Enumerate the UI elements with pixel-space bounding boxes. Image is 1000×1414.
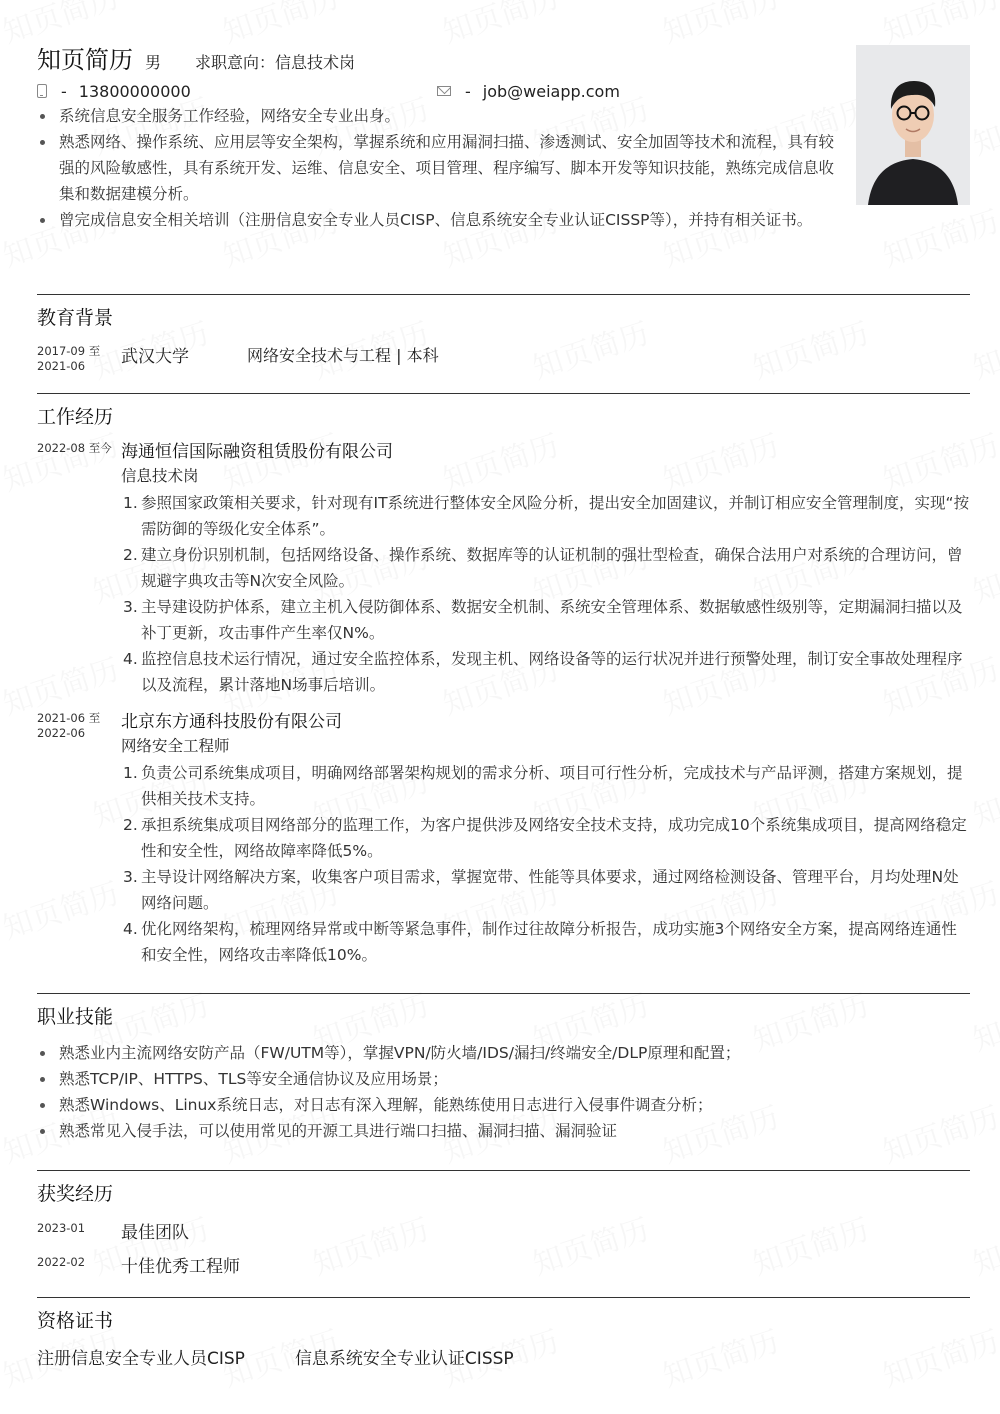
award-date: 2023-01 (37, 1221, 86, 1235)
job-body (121, 440, 970, 698)
section-divider (37, 1297, 970, 1298)
portrait-image (856, 45, 970, 205)
job-body (121, 710, 970, 968)
duty-item: 1. 负责公司系统集成项目，明确网络部署架构规划的需求分析、项目可行性分析，完成技术与产品评测，搭建方案规划，提供相关技术支持。 (123, 764, 963, 808)
section-title-awards: 获奖经历 (37, 1183, 114, 1205)
candidate-gender: 男 (145, 53, 162, 72)
job-intent: 求职意向：信息技术岗 (195, 53, 356, 72)
email-address: job@weiapp.com (482, 81, 620, 101)
education-date (37, 344, 107, 374)
company-name: 北京东方通科技股份有限公司 (121, 712, 342, 732)
major-degree: 网络安全技术与工程 | 本科 (247, 346, 439, 365)
duty-item: 3. 主导设计网络解决方案，收集客户项目需求，掌握宽带、性能等具体要求，通过网络检测设备、管理平台，月均处理N处网络问题。 (123, 868, 959, 912)
certificate-list (37, 1344, 514, 1369)
duty-list (121, 760, 970, 968)
certificate-item: 信息系统安全专业认证CISSP (294, 1349, 514, 1369)
job-date (37, 711, 117, 741)
school-name: 武汉大学 (121, 347, 189, 367)
award-name: 十佳优秀工程师 (121, 1257, 240, 1277)
section-title-skills: 职业技能 (37, 1006, 114, 1028)
phone-contact (37, 82, 191, 101)
watermark-text (966, 85, 1000, 164)
job-date (37, 441, 117, 456)
duty-item: 1. 参照国家政策相关要求，针对现有IT系统进行整体安全风险分析，提出安全加固建议，并制订相应安全管理制度，实现“按需防御的等级化安全体系”。 (123, 494, 970, 538)
watermark-text (966, 533, 1000, 612)
duty-list (121, 490, 970, 698)
company-name: 海通恒信国际融资租赁股份有限公司 (121, 442, 393, 462)
duty-item: 4. 优化网络架构，梳理网络异常或中断等紧急事件，制作过往故障分析报告，成功实施3个网络安全方案，提高网络连通性和安全性，网络攻击率降低10%。 (123, 920, 957, 964)
watermark-text (966, 757, 1000, 836)
skills-list (37, 1040, 970, 1144)
award-name: 最佳团队 (121, 1223, 189, 1243)
section-title-work: 工作经历 (37, 406, 114, 428)
duty-item: 2. 建立身份识别机制，包括网络设备、操作系统、数据库等的认证机制的强壮型检查，确保合法用户对系统的合理访问，曾规避字典攻击等N次安全风险。 (123, 546, 963, 590)
date-start: 2021-06 至 (37, 711, 101, 725)
phone-icon (37, 84, 47, 98)
contact-separator: - (465, 81, 471, 101)
name-line (37, 40, 837, 80)
section-title-certs: 资格证书 (37, 1310, 114, 1332)
date-end: 2022-06 (37, 726, 86, 740)
section-divider (37, 993, 970, 994)
contact-line (37, 80, 837, 102)
skill-item: 熟悉TCP/IP、HTTPS、TLS等安全通信协议及应用场景； (37, 1066, 970, 1092)
section-divider (37, 1170, 970, 1171)
resume-header (37, 40, 837, 102)
award-date: 2022-02 (37, 1255, 86, 1269)
duty-item: 4. 监控信息技术运行情况，通过安全监控体系，发现主机、网络设备等的运行状况并进行预警处理，制订安全事故处理程序以及流程，累计落地N场事后培训。 (123, 650, 963, 694)
date-start: 2017-09 至 (37, 344, 101, 358)
summary-item: 熟悉网络、操作系统、应用层等安全架构，掌握系统和应用漏洞扫描、渗透测试、安全加固等技术和流程，具有较强的风险敏感性，具有系统开发、运维、信息安全、项目管理、程序编写、脚本开发等知识技能，熟练完成信息收集和数据建模分析。 (37, 129, 837, 207)
email-contact (437, 82, 620, 101)
phone-number: 13800000000 (78, 81, 191, 101)
watermark-text (966, 309, 1000, 388)
duty-item: 2. 承担系统集成项目网络部分的监理工作，为客户提供涉及网络安全技术支持，成功完成10个系统集成项目，提高网络稳定性和安全性，网络故障率降低5%。 (123, 816, 967, 860)
job-role: 信息技术岗 (121, 467, 199, 485)
section-title-education: 教育背景 (37, 307, 114, 329)
skill-item: 熟悉业内主流网络安防产品（FW/UTM等），掌握VPN/防火墙/IDS/漏扫/终端安全/DLP原理和配置； (37, 1040, 970, 1066)
date-end: 2021-06 (37, 359, 86, 373)
certificate-item: 注册信息安全专业人员CISP (37, 1349, 245, 1369)
summary-item: 系统信息安全服务工作经验，网络安全专业出身。 (37, 103, 837, 129)
skill-item: 熟悉常见入侵手法，可以使用常见的开源工具进行端口扫描、漏洞扫描、漏洞验证 (37, 1118, 970, 1144)
watermark-text (966, 981, 1000, 1060)
summary-list (37, 103, 837, 233)
resume-page (37, 0, 970, 1414)
mail-icon (437, 86, 451, 96)
section-divider (37, 294, 970, 295)
watermark-text (966, 1205, 1000, 1284)
candidate-name: 知页简历 (37, 46, 133, 74)
job-role: 网络安全工程师 (121, 737, 230, 755)
contact-separator: - (61, 81, 67, 101)
date-start: 2022-08 至今 (37, 441, 112, 455)
section-divider (37, 393, 970, 394)
duty-item: 3. 主导建设防护体系，建立主机入侵防御体系、数据安全机制、系统安全管理体系、数据敏感性级别等，定期漏洞扫描以及补丁更新，攻击事件产生率仅N%。 (123, 598, 963, 642)
skill-item: 熟悉Windows、Linux系统日志，对日志有深入理解，能熟练使用日志进行入侵事件调查分析； (37, 1092, 970, 1118)
summary-item: 曾完成信息安全相关培训（注册信息安全专业人员CISP、信息系统安全专业认证CISSP等），并持有相关证书。 (37, 207, 837, 233)
profile-photo (856, 45, 970, 205)
